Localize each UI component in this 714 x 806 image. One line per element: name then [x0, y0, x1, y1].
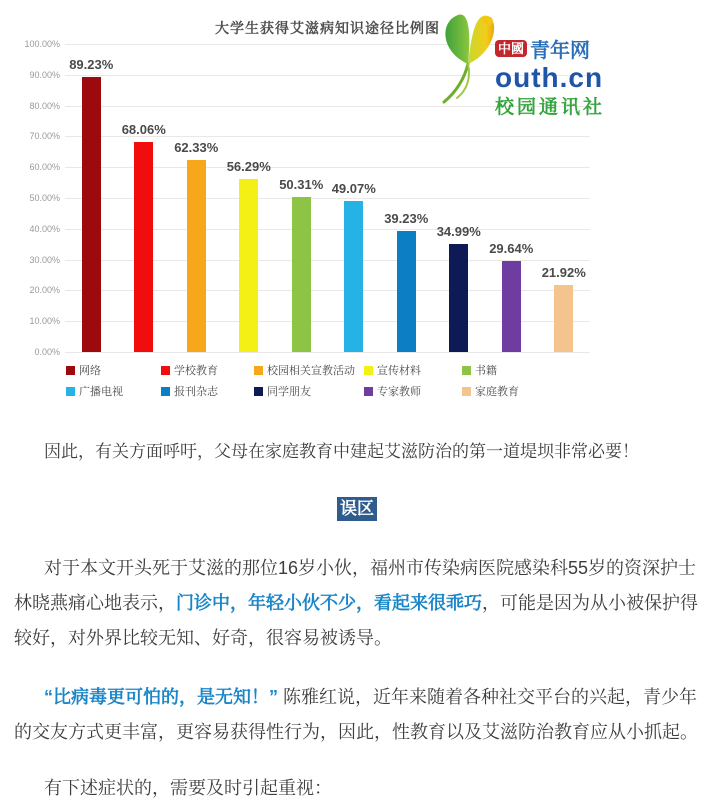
- section-badge: 误区: [337, 497, 377, 521]
- paragraph-nurse-text-1: 对于本文开头死于艾滋的那位16岁小伙，福州市传染病医院感染科55岁的资深护士林晓燕痛心地表示，: [14, 558, 697, 614]
- y-axis-tick: 0.00%: [34, 347, 60, 357]
- legend-swatch: [364, 366, 373, 375]
- logo-cn-badge: 中國: [495, 40, 527, 57]
- bar-家庭教育: [554, 285, 573, 353]
- chart-legend: [66, 362, 519, 399]
- bar-报刊杂志: [397, 231, 416, 352]
- paragraph-symptoms-lead: 有下述症状的，需要及时引起重视：: [44, 778, 332, 799]
- y-axis-tick: 10.00%: [29, 316, 60, 327]
- y-axis-tick: 40.00%: [29, 223, 60, 234]
- logo-brand-name: 青年网: [530, 40, 591, 62]
- bar-column: [223, 44, 276, 352]
- bar-学校教育: [134, 142, 153, 352]
- bar-column: [275, 44, 328, 352]
- bar-value-label: 50.31%: [279, 177, 324, 193]
- bar-value-label: 68.06%: [121, 122, 166, 138]
- youth-cn-logo: [437, 10, 605, 119]
- bar-value-label: 56.29%: [226, 158, 271, 174]
- bar-value-label: 29.64%: [489, 240, 534, 256]
- legend-label: 书籍: [475, 365, 497, 377]
- legend-label: 广播电视: [79, 386, 123, 398]
- paragraph-conclusion: 因此，有关方面呼吁，父母在家庭教育中建起艾滋防治的第一道堤坝非常必要！: [44, 442, 639, 461]
- legend-item: [462, 362, 519, 378]
- y-axis-tick: 80.00%: [29, 100, 60, 111]
- logo-domain: outh.cn: [495, 62, 604, 93]
- legend-item: [161, 383, 254, 399]
- bar-value-label: 49.07%: [331, 180, 376, 196]
- legend-swatch: [254, 387, 263, 396]
- legend-label: 校园相关宣教活动: [267, 365, 355, 377]
- bar-value-label: 62.33%: [174, 140, 219, 156]
- legend-item: [462, 383, 519, 399]
- bar-column: [328, 44, 381, 352]
- legend-label: 宣传材料: [377, 365, 421, 377]
- logo-text-block: [495, 34, 605, 119]
- legend-swatch: [161, 366, 170, 375]
- legend-item: [254, 383, 364, 399]
- y-axis-tick: 20.00%: [29, 285, 60, 296]
- legend-item: [254, 362, 364, 378]
- paragraph-nurse-text-2: ，可能是因为从小被保护得较好，对外界比较无知、好奇，很容易被诱导。: [14, 593, 698, 649]
- legend-label: 家庭教育: [475, 386, 519, 398]
- paragraph-chen-text: 陈雅红说，近年来随着各种社交平台的兴起，青少年的交友方式更丰富，更容易获得性行为，因此，性教育以及艾滋防治教育应从小抓起。: [14, 687, 698, 743]
- bar-宣传材料: [239, 179, 258, 352]
- legend-label: 学校教育: [174, 365, 218, 377]
- logo-subtitle: 校园通讯社: [495, 97, 606, 119]
- y-axis-tick: 100.00%: [24, 39, 60, 49]
- article-body: [0, 440, 714, 800]
- chart-title: 大学生获得艾滋病知识途径比例图: [215, 20, 440, 36]
- legend-swatch: [462, 366, 471, 375]
- paragraph-nurse-quote: [14, 551, 700, 656]
- legend-label: 网络: [79, 365, 101, 377]
- legend-item: [364, 383, 462, 399]
- bar-网络: [82, 77, 101, 352]
- legend-label: 专家教师: [377, 386, 421, 398]
- legend-item: [66, 362, 161, 378]
- y-axis-tick: 30.00%: [29, 254, 60, 265]
- legend-swatch: [66, 387, 75, 396]
- bar-value-label: 39.23%: [384, 211, 429, 227]
- bar-专家教师: [502, 261, 521, 352]
- legend-item: [161, 362, 254, 378]
- paragraph-chen-quote: [14, 680, 700, 750]
- bar-value-label: 89.23%: [69, 57, 114, 73]
- bar-column: [170, 44, 223, 352]
- y-axis-tick: 70.00%: [29, 131, 60, 142]
- legend-swatch: [364, 387, 373, 396]
- section-badge-row: [14, 497, 700, 521]
- legend-item: [364, 362, 462, 378]
- bar-column: [65, 44, 118, 352]
- legend-item: [66, 383, 161, 399]
- bar-校园相关宣教活动: [187, 160, 206, 352]
- y-axis-tick: 60.00%: [29, 162, 60, 173]
- y-axis-tick: 90.00%: [29, 69, 60, 80]
- bar-同学朋友: [449, 244, 468, 352]
- legend-swatch: [66, 366, 75, 375]
- bar-广播电视: [344, 201, 363, 352]
- bar-书籍: [292, 197, 311, 352]
- bar-value-label: 21.92%: [541, 264, 586, 280]
- legend-swatch: [161, 387, 170, 396]
- y-axis-tick: 50.00%: [29, 193, 60, 203]
- legend-swatch: [254, 366, 263, 375]
- legend-swatch: [462, 387, 471, 396]
- legend-label: 报刊杂志: [174, 386, 218, 398]
- bar-value-label: 34.99%: [436, 224, 481, 240]
- bar-column: [118, 44, 171, 352]
- bar-column: [380, 44, 433, 352]
- paragraph-chen-highlight: “比病毒更可怕的，是无知！”: [44, 687, 278, 708]
- ginkgo-leaf-icon: [437, 10, 499, 110]
- paragraph-nurse-highlight: 门诊中，年轻小伙不少，看起来很乖巧: [176, 593, 482, 614]
- gridline: [65, 352, 590, 353]
- legend-label: 同学朋友: [267, 386, 311, 398]
